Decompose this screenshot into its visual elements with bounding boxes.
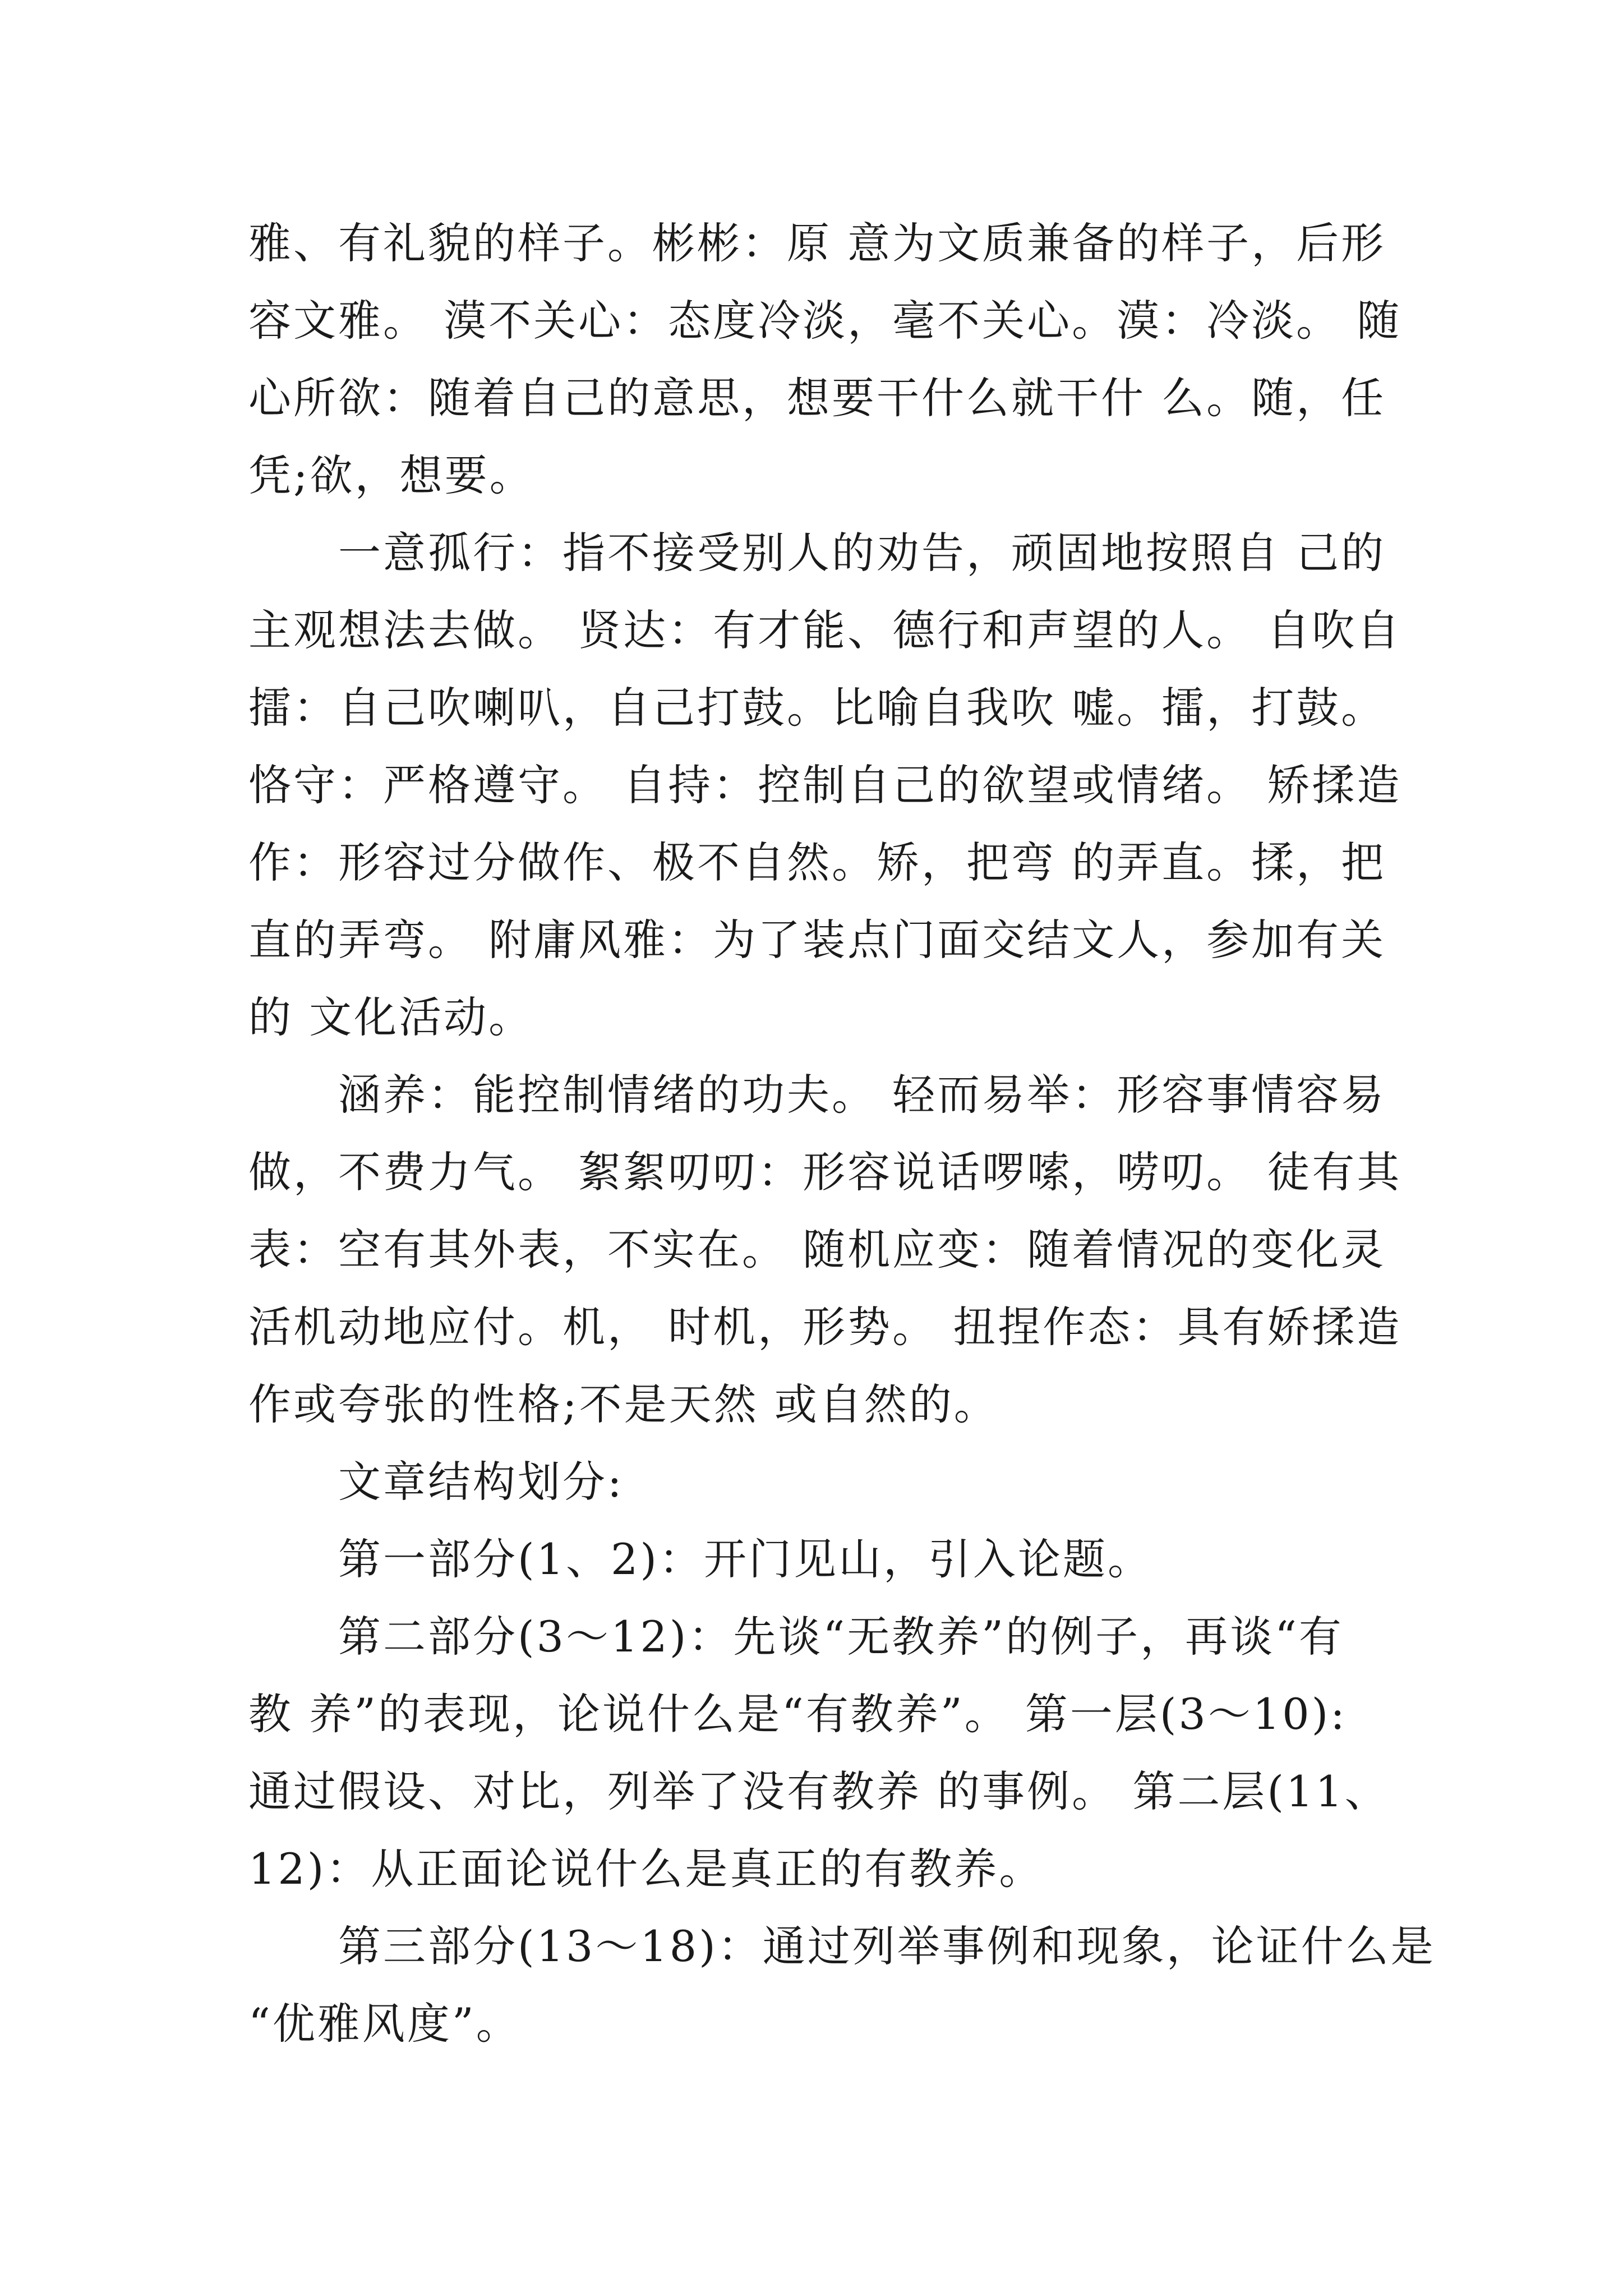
text-line: 涵养：能控制情绪的功夫。 轻而易举：形容事情容易 (338, 1070, 1386, 1120)
text-line: 心所欲：随着自己的意思，想要干什么就干什 么。随，任 (248, 373, 1386, 423)
text-line: 通过假设、对比，列举了没有教养 的事例。 第二层(11、 (248, 1766, 1390, 1816)
text-line: 恪守：严格遵守。 自持：控制自己的欲望或情绪。 矫揉造 (248, 760, 1402, 810)
document-body (248, 205, 1436, 2063)
text-line: 12)：从正面论说什么是真正的有教养。 (248, 1844, 1044, 1894)
text-line: 擂：自己吹喇叭，自己打鼓。比喻自我吹 嘘。擂，打鼓。 (248, 683, 1386, 733)
text-line: 容文雅。 漠不关心：态度冷淡，毫不关心。漠：冷淡。 随 (248, 296, 1402, 346)
text-line: 主观想法去做。 贤达：有才能、德行和声望的人。 自吹自 (248, 605, 1402, 655)
text-line: 第三部分(13～18)：通过列举事例和现象，论证什么是 (338, 1921, 1436, 1971)
text-line: 第二部分(3～12)：先谈“无教养”的例子，再谈“有 (338, 1612, 1344, 1662)
text-line: 的 文化活动。 (248, 992, 534, 1042)
text-line: “优雅风度”。 (248, 1999, 521, 2049)
text-line: 直的弄弯。 附庸风雅：为了装点门面交结文人，参加有关 (248, 915, 1386, 965)
text-line: 表：空有其外表，不实在。 随机应变：随着情况的变化灵 (248, 1225, 1386, 1274)
text-line: 活机动地应付。机， 时机，形势。 扭捏作态：具有娇揉造 (248, 1302, 1402, 1352)
paragraph-vocab-2 (248, 514, 1402, 1056)
text-line: 凭;欲，想要。 (248, 450, 534, 500)
paragraph-vocab-3 (248, 1056, 1402, 1443)
paragraph-vocab-1 (248, 205, 1402, 514)
paragraph-structure-heading (248, 1443, 1387, 1521)
paragraph-part-3 (248, 1908, 1436, 2063)
paragraph-part-1 (248, 1521, 1387, 1598)
text-line: 雅、有礼貌的样子。彬彬：原 意为文质兼备的样子，后形 (248, 218, 1386, 268)
text-line: 做，不费力气。 絮絮叨叨：形容说话啰嗦，唠叨。 徒有其 (248, 1147, 1402, 1197)
text-line: 作或夸张的性格;不是天然 或自然的。 (248, 1379, 999, 1429)
text-line: 第一部分(1、2)：开门见山，引入论题。 (338, 1534, 1153, 1584)
text-line: 教 养”的表现，论说什么是“有教养”。 第一层(3～10): (248, 1689, 1347, 1739)
text-line: 作：形容过分做作、极不自然。矫，把弯 的弄直。揉，把 (248, 838, 1386, 887)
paragraph-part-2 (248, 1598, 1390, 1908)
text-line: 一意孤行：指不接受别人的劝告，顽固地按照自 己的 (338, 528, 1386, 578)
section-heading: 文章结构划分: (338, 1457, 624, 1507)
